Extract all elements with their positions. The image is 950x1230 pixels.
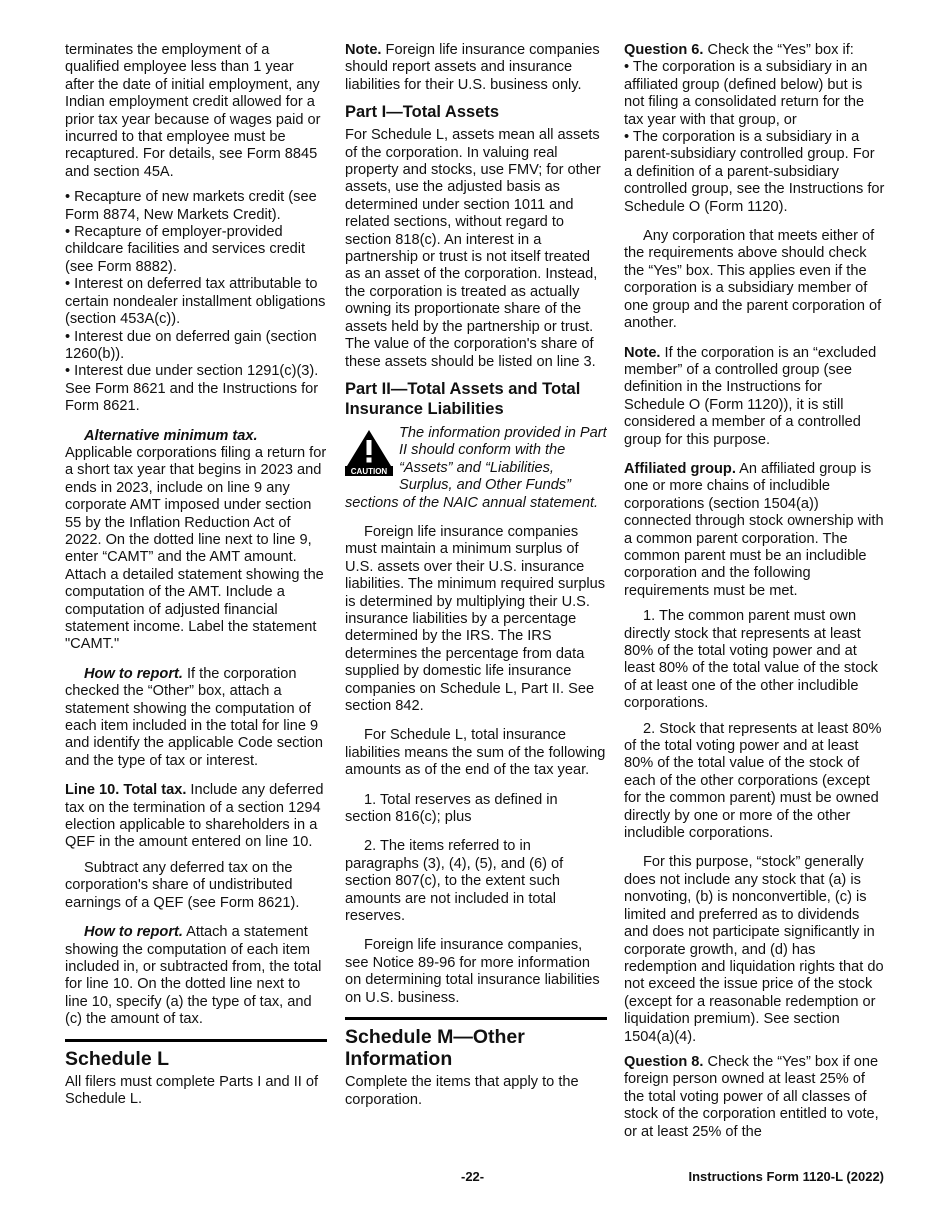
note-heading: Note. bbox=[624, 344, 661, 361]
paragraph-notice: Foreign life insurance companies, see Notice 89-96 for more information on determining total insurance liabilities on U.S. business. bbox=[345, 937, 600, 1006]
requirement-2: 2. Stock that represents at least 80% of the total voting power and at least 80% of the total value of the stock of each of the other corporations (except for the common parent) must be owned directly by one or more of the other includible corporations. bbox=[624, 720, 882, 842]
schedule-l-section bbox=[65, 1039, 327, 1109]
how-to-report-heading: How to report. bbox=[84, 665, 183, 682]
schedule-m-section bbox=[345, 1017, 607, 1109]
caution-icon bbox=[345, 428, 393, 476]
form-title: Instructions Form 1120-L (2022) bbox=[688, 1169, 884, 1184]
paragraph-foreign-surplus: Foreign life insurance companies must maintain a minimum surplus of U.S. assets over their U.S. insurance liabilities. The minimum required surplus is determined by multiplying their U.S. insurance liabilities by a percentage determined by the IRS. The IRS determines the percentage from data supplied by domestic life insurance companies on Schedule L, Part II. See section 842. bbox=[345, 523, 606, 714]
schedule-l-title: Schedule L bbox=[65, 1047, 170, 1070]
question-8-heading: Question 8. bbox=[624, 1053, 704, 1070]
note-heading: Note. bbox=[345, 42, 382, 58]
column-left bbox=[65, 42, 327, 1116]
paragraph-indian-credit: terminates the employment of a qualified employee less than 1 year after the date of initial employment, any Indian employment credit allowed for a prior tax year because of wages paid or incurred to that employee must be recaptured. For details, see Form 8845 and section 45A. bbox=[65, 42, 321, 180]
list-item-2: 2. The items referred to in paragraphs (3), (4), (5), and (6) of section 807(c), to the extent such amounts are not included in total reserves. bbox=[345, 838, 564, 925]
bullet-section-1291: • Interest due under section 1291(c)(3). See Form 8621 and the Instructions for Form 8621. bbox=[65, 363, 319, 415]
line-10-heading: Line 10. Total tax. bbox=[65, 782, 187, 799]
requirement-1: 1. The common parent must own directly stock that represents at least 80% of the total voting power and at least 80% of the total value of the stock of at least one of the other includible corporations. bbox=[624, 608, 878, 712]
how-to-report-text: Attach a statement showing the computation of each item included in, or subtracted from, the total for line 10. On the dotted line next to line 10, specify (a) the type of tax, and (c) the amount of tax. bbox=[65, 924, 322, 1028]
question-6-heading: Question 6. bbox=[624, 42, 704, 58]
bullet-affiliated: • The corporation is a subsidiary in an affiliated group (defined below) but is not filing a consolidated return for the tax year with that group, or bbox=[624, 59, 868, 128]
paragraph-line-10 bbox=[65, 782, 327, 852]
bullet-new-markets: • Recapture of new markets credit (see Form 8874, New Markets Credit). bbox=[65, 189, 317, 223]
paragraph-any-corporation: Any corporation that meets either of the requirements above should check the “Yes” box. This applies even if the corporation is a subsidiary member of one group and the parent corporation of another. bbox=[624, 228, 882, 332]
part-2-title: Part II—Total Assets and Total Insurance Liabilities bbox=[345, 379, 581, 418]
paragraph-part-1: For Schedule L, assets mean all assets of the corporation. In valuing real property and stocks, use FMV; for other assets, use the adjusted basis as determined under section 1011 and related sections, without regard to section 818(c). An interest in a partnership or trust is not itself treated as an asset of the corporation. Instead, the corporation is treated as actually owning its proportionate share of the assets held by the partnership or trust. The value of the corporation's share of these assets should be listed on line 3. bbox=[345, 127, 601, 370]
list-item-1: 1. Total reserves as defined in section 816(c); plus bbox=[345, 791, 558, 826]
schedule-m-title: Schedule M—Other Information bbox=[345, 1026, 525, 1071]
column-right bbox=[624, 42, 886, 1149]
question-8-text: Check the “Yes” box if one foreign person owned at least 25% of the total voting power of all classes of stock of the corporation entitled to vote, or at least 25% of the bbox=[624, 1053, 879, 1140]
note-text: If the corporation is an “excluded member” of a controlled group (see definition in the Instructions for Schedule O (Form 1120)), it is still considered a member of a controlled group for this purpose. bbox=[624, 344, 877, 448]
paragraph-subtract: Subtract any deferred tax on the corporation's share of undistributed earnings of a QEF (see Form 8621). bbox=[65, 859, 300, 911]
amt-heading: Alternative minimum tax. bbox=[84, 427, 258, 444]
paragraph-how-to-report-2 bbox=[65, 924, 327, 1028]
paragraph-note bbox=[345, 42, 607, 94]
paragraph-question-8 bbox=[624, 1054, 886, 1141]
bullet-controlled: • The corporation is a subsidiary in a parent-subsidiary controlled group. For a definition of a parent-subsidiary controlled group, see the Instructions for Schedule O (Form 1120). bbox=[624, 129, 885, 215]
paragraph-excluded-member bbox=[624, 345, 886, 449]
paragraph-affiliated-group bbox=[624, 461, 886, 600]
how-to-report-heading: How to report. bbox=[84, 924, 183, 941]
bullet-installment: • Interest on deferred tax attributable to certain nondealer installment obligations (section 453A(c)). bbox=[65, 276, 326, 328]
caution-text: The information provided in Part II should conform with the “Assets” and “Liabilities, Surplus, and Other Funds” sections of the NAIC annual statement. bbox=[345, 424, 607, 511]
schedule-l-text: All filers must complete Parts I and II of Schedule L. bbox=[65, 1073, 319, 1107]
schedule-m-text: Complete the items that apply to the corporation. bbox=[345, 1074, 579, 1108]
bullet-childcare: • Recapture of employer-provided childcare facilities and services credit (see Form 8882). bbox=[65, 224, 306, 275]
bullet-deferred-gain: • Interest due on deferred gain (section 1260(b)). bbox=[65, 328, 317, 362]
paragraph-total-liabilities: For Schedule L, total insurance liabilities means the sum of the following amounts as of the end of the tax year. bbox=[345, 727, 606, 779]
paragraph-stock: For this purpose, “stock” generally does not include any stock that (a) is nonvoting, (b) is nonconvertible, (c) is limited and preferred as to dividends and does not participate significantly in corporate growth, and (d) has redemption and liquidation rights that do not exceed the issue price of the stock (except for a reasonable redemption or liquidation premium). See section 1504(a)(4). bbox=[624, 854, 884, 1045]
part-1-title: Part I—Total Assets bbox=[345, 103, 500, 122]
paragraph-amt: Applicable corporations filing a return for a short tax year that begins in 2023 and ends in 2023, include on line 9 any corporate AMT imposed under section 55 by the Inflation Reduction Act of 2022. On the dotted line next to line 9, enter “CAMT” and the AMT amount. Attach a detailed statement showing the computation of the AMT. Include a computation of adjusted financial statement income. Label the statement "CAMT." bbox=[65, 444, 327, 653]
caution-label: CAUTION bbox=[350, 466, 388, 476]
affiliated-group-text: An affiliated group is one or more chains of includible corporations (section 1504(a)) connected through stock ownership with a common parent corporation. The common parent must be an includible corporation and the following requirements must be met. bbox=[624, 460, 884, 599]
paragraph-how-to-report-1 bbox=[65, 666, 327, 770]
caution-box bbox=[345, 425, 607, 512]
paragraph-question-6 bbox=[624, 42, 886, 59]
note-text: Foreign life insurance companies should report assets and insurance liabilities for their U.S. business only. bbox=[345, 42, 600, 93]
line-10-text: Include any deferred tax on the termination of a section 1294 election applicable to shareholders in a QEF in the amount entered on line 10. bbox=[65, 782, 324, 851]
affiliated-group-heading: Affiliated group. bbox=[624, 460, 736, 477]
page-number: -22- bbox=[461, 1169, 485, 1184]
how-to-report-text: If the corporation checked the “Other” box, attach a statement showing the computation of each item included in the total for line 9 and identify the applicable Code section and the type of tax or interest. bbox=[65, 665, 323, 769]
question-6-text: Check the “Yes” box if: bbox=[703, 42, 854, 58]
column-middle bbox=[345, 42, 607, 1117]
